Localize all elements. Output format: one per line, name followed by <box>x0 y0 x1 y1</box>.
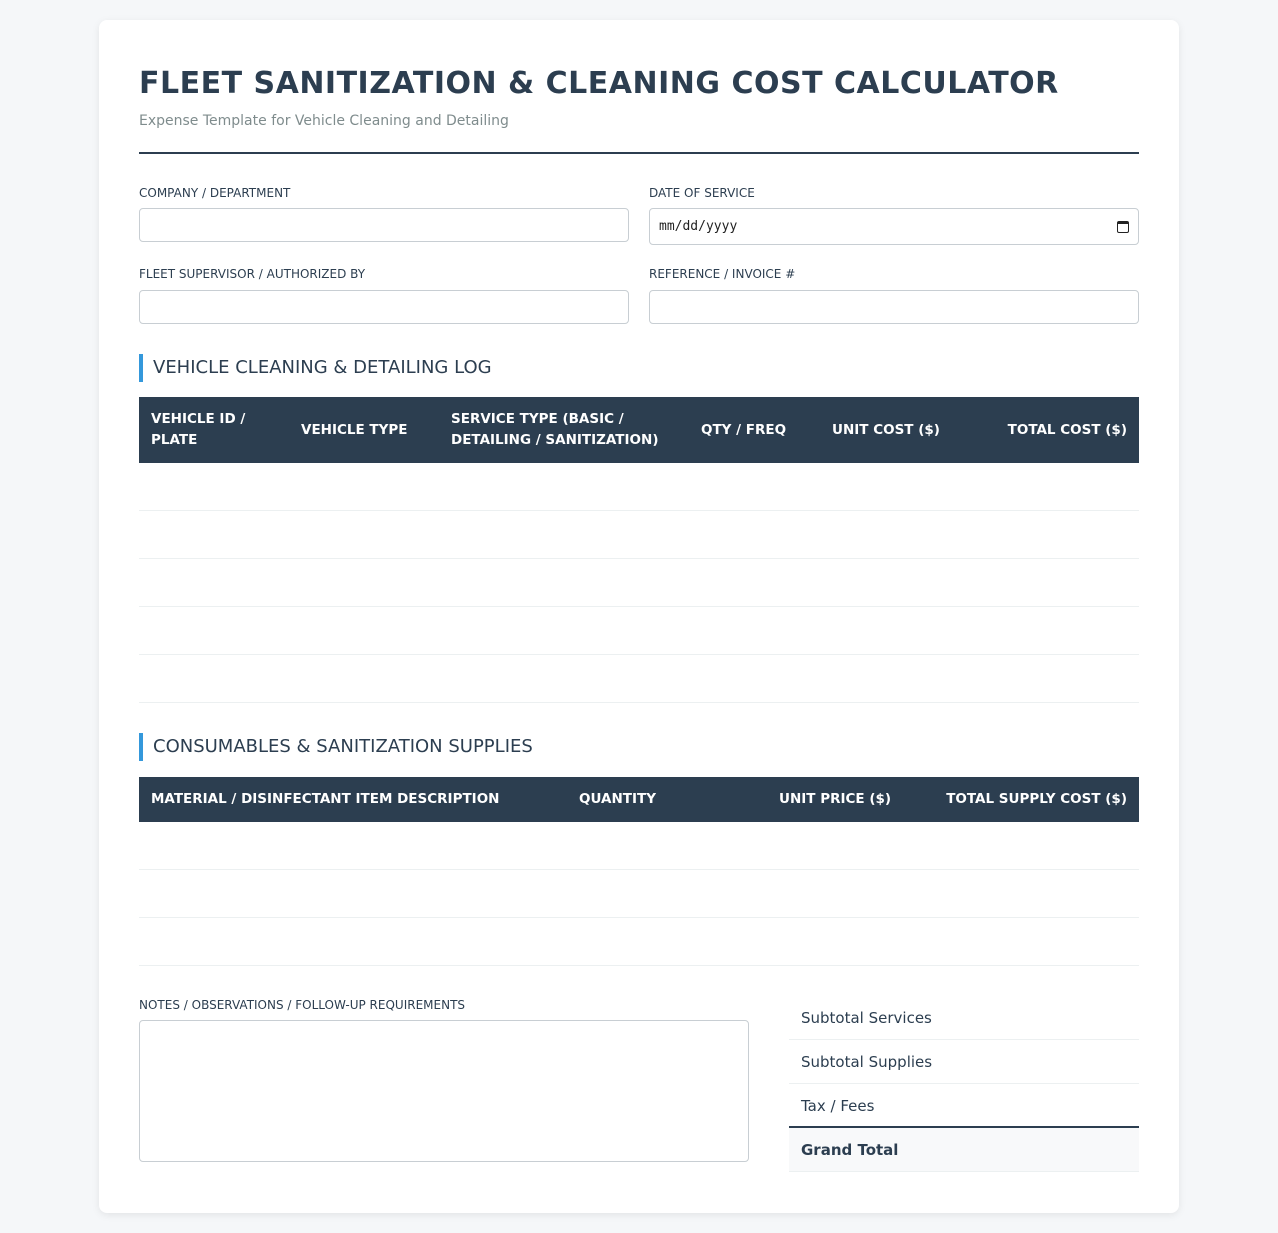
log-col-vehicle-type: VEHICLE TYPE <box>301 421 408 438</box>
summary-subtotal-services: Subtotal Services <box>789 996 1139 1040</box>
summary-tax-fees: Tax / Fees <box>801 1097 875 1115</box>
log-col-total-cost: TOTAL COST ($) <box>1007 421 1127 438</box>
page-title: FLEET SANITIZATION & CLEANING COST CALCULATOR <box>139 66 1059 101</box>
supplies-row[interactable] <box>139 870 1139 918</box>
supplies-row[interactable] <box>139 918 1139 966</box>
log-row[interactable] <box>139 607 1139 655</box>
date-input[interactable] <box>649 208 1139 245</box>
supplies-heading: CONSUMABLES & SANITIZATION SUPPLIES <box>139 733 533 761</box>
notes-textarea[interactable] <box>139 1020 749 1162</box>
log-col-qty-freq: QTY / FREQ <box>701 421 787 438</box>
log-row[interactable] <box>139 463 1139 511</box>
log-row[interactable] <box>139 511 1139 559</box>
log-col-service-type: SERVICE TYPE (BASIC / DETAILING / SANITIZATION) <box>451 411 659 448</box>
supervisor-input[interactable] <box>139 290 629 324</box>
form-card <box>99 20 1179 1213</box>
supplies-col-total: TOTAL SUPPLY COST ($) <box>946 791 1127 807</box>
title-divider <box>139 152 1139 154</box>
supplies-row[interactable] <box>139 822 1139 870</box>
reference-label: REFERENCE / INVOICE # <box>649 267 796 281</box>
date-placeholder: mm/dd/yyyy <box>659 219 738 234</box>
notes-label: NOTES / OBSERVATIONS / FOLLOW-UP REQUIREMENTS <box>139 998 466 1012</box>
log-table-header <box>139 397 1139 463</box>
log-col-vehicle-id: VEHICLE ID / PLATE <box>151 411 246 448</box>
log-row[interactable] <box>139 559 1139 607</box>
summary-grand-total: Grand Total <box>789 1126 1139 1172</box>
reference-input[interactable] <box>649 290 1139 324</box>
company-input[interactable] <box>139 208 629 242</box>
supplies-col-unit-price: UNIT PRICE ($) <box>779 791 892 807</box>
log-heading: VEHICLE CLEANING & DETAILING LOG <box>139 354 492 382</box>
supplies-col-description: MATERIAL / DISINFECTANT ITEM DESCRIPTION <box>151 791 500 807</box>
log-row[interactable] <box>139 655 1139 703</box>
log-col-unit-cost: UNIT COST ($) <box>832 421 940 438</box>
supervisor-label: FLEET SUPERVISOR / AUTHORIZED BY <box>139 267 366 281</box>
supplies-table-header <box>139 777 1139 822</box>
calendar-icon[interactable] <box>1117 221 1129 233</box>
company-label: COMPANY / DEPARTMENT <box>139 186 291 200</box>
supplies-col-quantity: QUANTITY <box>579 791 656 807</box>
summary-subtotal-supplies: Subtotal Supplies <box>789 1040 1139 1084</box>
date-label: DATE OF SERVICE <box>649 186 755 200</box>
page-subtitle: Expense Template for Vehicle Cleaning and Detailing <box>139 113 509 129</box>
